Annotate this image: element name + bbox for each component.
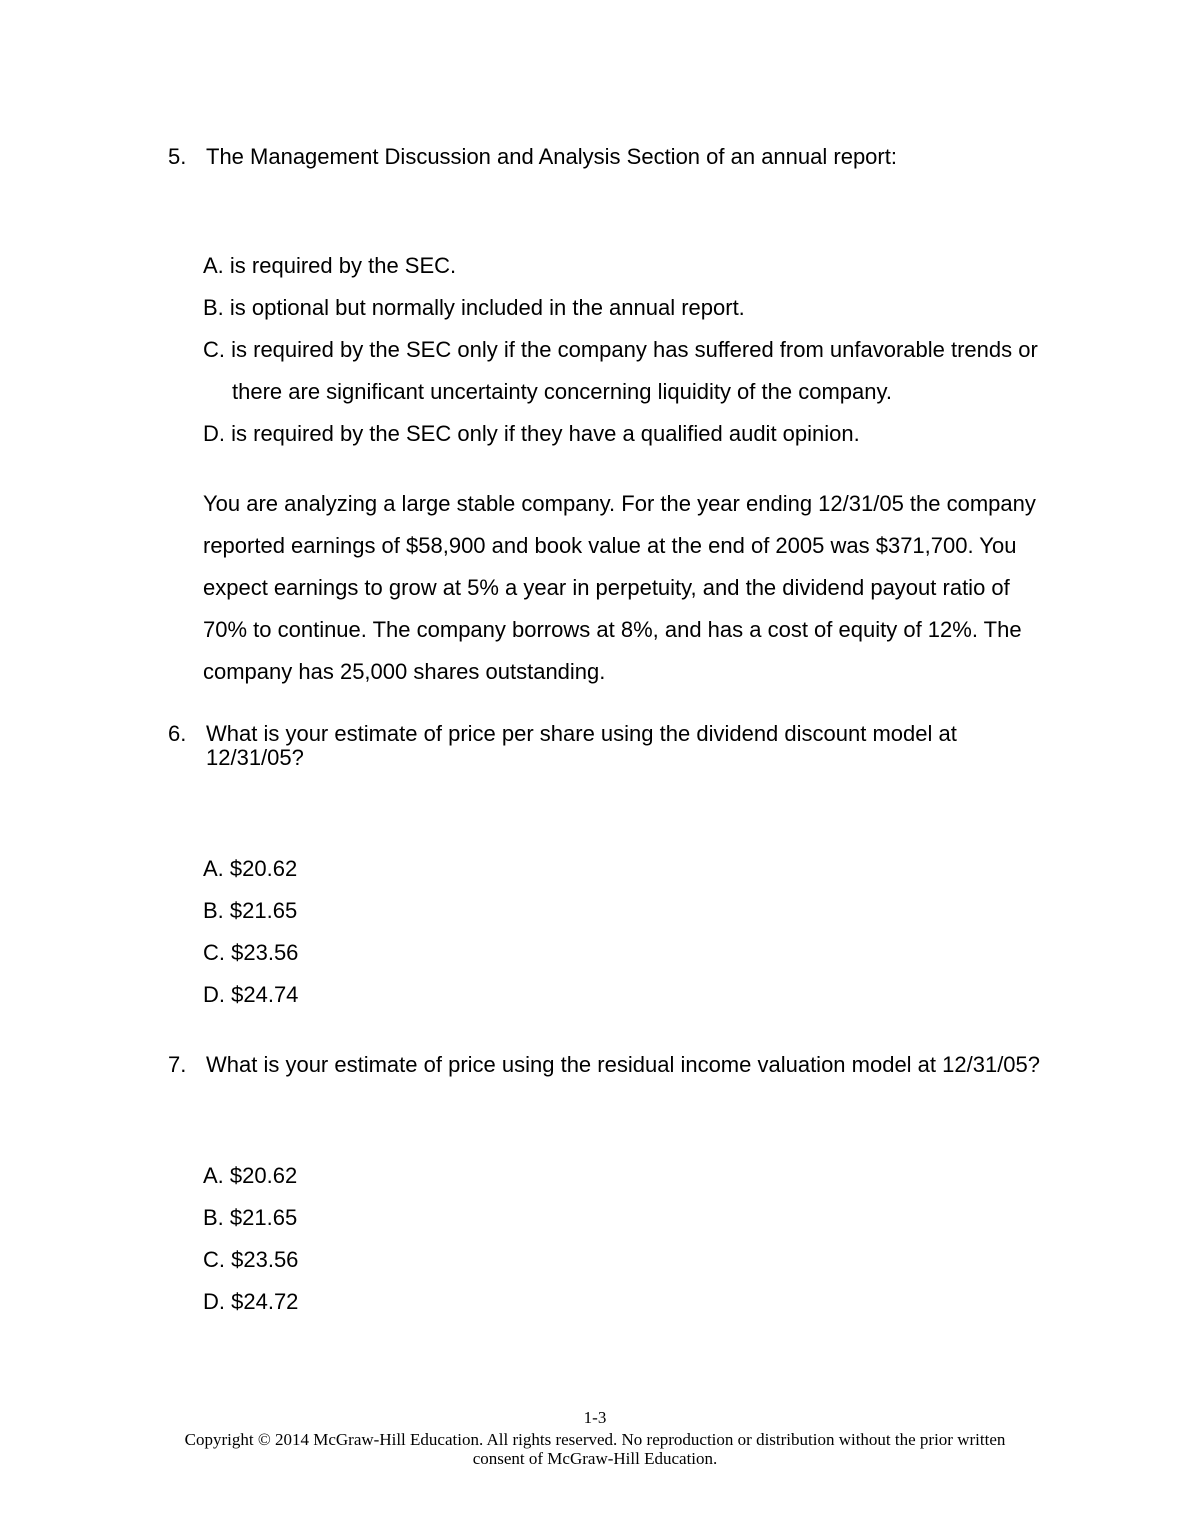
option-text: $23.56 [231,940,299,965]
option-label: D. [203,982,225,1007]
question-7-option-d [203,1281,1040,1323]
question-7-option-a [203,1155,1040,1197]
question-6-option-a [203,848,1040,890]
question-5 [168,145,1040,455]
question-7-options [203,1155,1040,1323]
question-6-options [203,848,1040,1016]
option-text: is required by the SEC only if they have a qualified audit opinion. [231,421,860,446]
question-6-stem-row [168,722,1040,770]
question-5-option-d [203,413,1040,455]
option-text: $20.62 [229,856,298,881]
question-5-stem-row [168,145,1040,169]
page-footer [0,1408,1190,1468]
option-text: is optional but normally included in the annual report. [229,295,745,320]
option-label: D. [203,421,225,446]
question-7-stem-row [168,1053,1040,1077]
option-label: A. [203,856,224,881]
option-label: C. [203,1247,225,1272]
question-7-option-b [203,1197,1040,1239]
option-text: $21.65 [229,1205,298,1230]
option-label: B. [203,295,224,320]
option-text: $24.72 [231,1289,299,1314]
option-text: $20.62 [229,1163,298,1188]
option-label: A. [203,1163,224,1188]
option-label: A. [203,253,224,278]
question-7 [168,1053,1040,1323]
option-text: is required by the SEC. [229,253,457,278]
copyright-notice: Copyright © 2014 McGraw-Hill Education. All rights reserved. No reproduction or distribution without the prior written consent of McGraw-Hill Education. [184,1430,1006,1468]
option-text: is required by the SEC only if the company has suffered from unfavorable trends or there are significant uncertainty concerning liquidity of the company. [231,337,1038,404]
option-text: $24.74 [231,982,299,1007]
question-5-options [203,245,1040,455]
option-label: C. [203,337,225,362]
option-label: B. [203,1205,224,1230]
scenario-passage: You are analyzing a large stable company. For the year ending 12/31/05 the company reported earnings of $58,900 and book value at the end of 2005 was $371,700. You expect earnings to grow at 5% a year in perpetuity, and the dividend payout ratio of 70% to continue. The company borrows at 8%, and has a cost of equity of 12%. The company has 25,000 shares outstanding. [203,491,1036,684]
question-6-text: What is your estimate of price per share using the dividend discount model at 12/31/05? [206,721,957,770]
question-7-text: What is your estimate of price using the residual income valuation model at 12/31/05? [206,1052,1041,1077]
page-number: 1-3 [583,1408,607,1427]
question-6-option-c [203,932,1040,974]
question-5-option-c [203,329,1040,413]
option-label: C. [203,940,225,965]
question-6 [168,722,1040,1016]
question-6-number: 6. [168,721,187,746]
option-text: $23.56 [231,1247,299,1272]
question-5-text: The Management Discussion and Analysis Section of an annual report: [206,144,897,169]
question-6-option-d [203,974,1040,1016]
question-5-option-a [203,245,1040,287]
option-label: B. [203,898,224,923]
question-7-number: 7. [168,1052,187,1077]
question-7-option-c [203,1239,1040,1281]
question-6-option-b [203,890,1040,932]
question-5-option-b [203,287,1040,329]
question-5-number: 5. [168,144,187,169]
option-text: $21.65 [229,898,298,923]
option-label: D. [203,1289,225,1314]
